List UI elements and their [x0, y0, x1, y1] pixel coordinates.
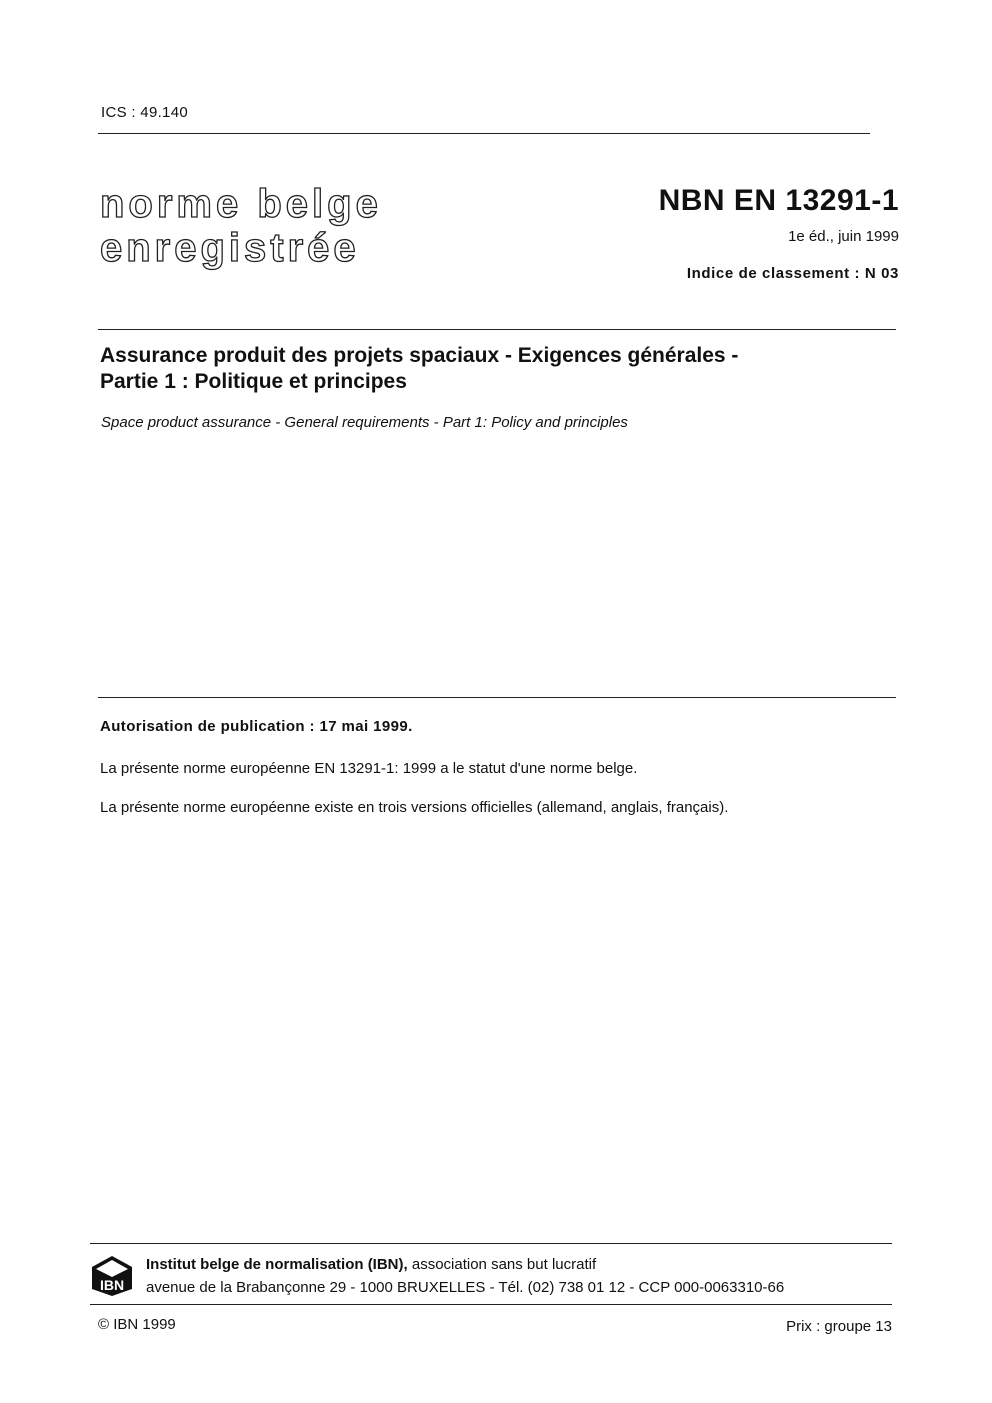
stamp-line-2: enregistrée [100, 226, 360, 270]
institute-type: association sans but lucratif [407, 1256, 597, 1273]
copyright-notice: © IBN 1999 [98, 1316, 176, 1333]
classification-index: Indice de classement : N 03 [686, 265, 899, 282]
divider-publication [98, 697, 896, 698]
ibn-logo-text: IBN [99, 1277, 125, 1293]
divider-footer-top [90, 1243, 892, 1244]
institute-address: avenue de la Brabançonne 29 - 1000 BRUXELLES - Tél. (02) 738 01 12 - CCP 000-0063310-66 [146, 1279, 785, 1296]
english-title: Space product assurance - General requirements - Part 1: Policy and principles [101, 414, 628, 431]
ics-code: ICS : 49.140 [101, 104, 188, 121]
edition-date: 1e éd., juin 1999 [788, 228, 899, 245]
official-versions-statement: La présente norme européenne existe en trois versions officielles (allemand, anglais, français). [100, 799, 729, 816]
divider-top [98, 133, 870, 134]
publication-authorization: Autorisation de publication : 17 mai 1999. [100, 718, 413, 735]
french-title-line-1: Assurance produit des projets spaciaux - Exigences générales - [100, 344, 739, 367]
stamp-line-1: norme belge [100, 182, 382, 226]
standard-number: NBN EN 13291-1 [658, 184, 899, 217]
belgian-status-statement: La présente norme européenne EN 13291-1: 1999 a le statut d'une norme belge. [100, 760, 638, 777]
institute-line [146, 1256, 596, 1273]
divider-footer-bottom [90, 1304, 892, 1305]
french-title-line-2: Partie 1 : Politique et principes [100, 370, 407, 393]
institute-name: Institut belge de normalisation (IBN), [146, 1256, 408, 1273]
french-title [100, 343, 900, 395]
divider-title [98, 329, 896, 330]
ibn-logo-icon [91, 1255, 133, 1297]
price-group: Prix : groupe 13 [786, 1318, 892, 1335]
